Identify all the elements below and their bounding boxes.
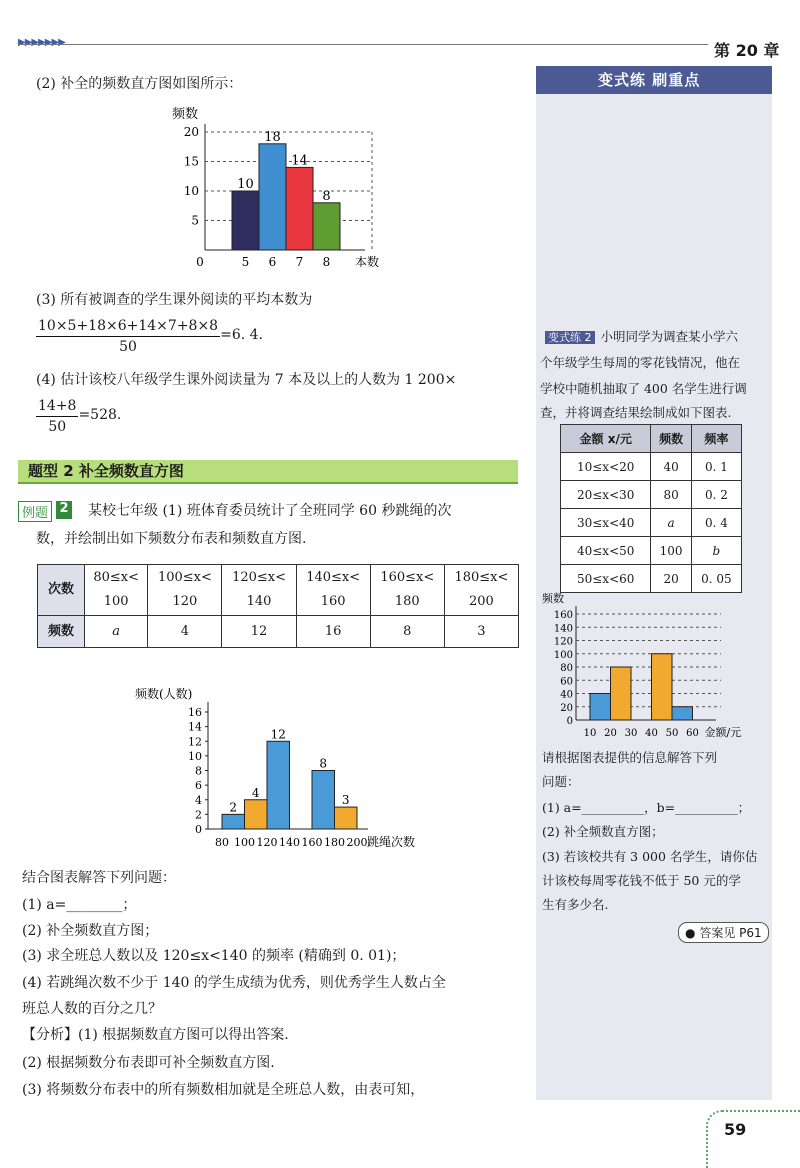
y-tick-label: 60 <box>560 676 573 688</box>
p4-numerator: 14+8 <box>36 396 78 417</box>
answer-reference <box>678 922 769 943</box>
sidebar-q-l1: 请根据图表提供的信息解答下列 <box>542 750 718 765</box>
y-tick-label: 6 <box>195 779 202 793</box>
table-row <box>561 565 742 593</box>
answer-p4-formula <box>36 396 121 437</box>
y-tick-label: 140 <box>553 623 573 635</box>
range-cell <box>85 565 148 616</box>
y-tick-label: 12 <box>188 735 202 749</box>
y-tick-label: 20 <box>560 702 573 714</box>
y-tick-label: 40 <box>560 689 573 701</box>
bar <box>590 694 611 721</box>
range-top: 120≤x< <box>232 570 287 585</box>
col-header-freq: 频数 <box>651 425 691 453</box>
range-bottom: 180 <box>394 594 420 609</box>
analysis-1: 【分析】(1) 根据频数直方图可以得出答案. <box>22 1027 289 1043</box>
bar-value-label: 3 <box>341 793 350 808</box>
pin-icon: ● <box>685 926 696 940</box>
x-tick-label: 60 <box>686 728 699 739</box>
p3-denominator: 50 <box>119 339 137 355</box>
freq-cell: 3 <box>444 616 518 648</box>
cell: 40≤x<50 <box>561 537 651 565</box>
y-tick-label: 120 <box>553 636 573 648</box>
question-intro: 结合图表解答下列问题： <box>22 870 176 886</box>
answer-text: 答案见 P61 <box>699 926 762 940</box>
p3-result: =6. 4. <box>220 327 263 343</box>
question-4a: (4) 若跳绳次数不少于 140 的学生成绩为优秀，则优秀学生人数占全 <box>22 975 446 991</box>
y-tick-label: 15 <box>183 154 199 169</box>
range-cell <box>444 565 518 616</box>
col-header-amount: 金额 x/元 <box>561 425 651 453</box>
x-axis-label: 本数 <box>355 255 380 269</box>
y-axis-label: 频数(人数) <box>135 687 193 701</box>
bar <box>267 741 290 829</box>
section-title-bar <box>18 460 518 484</box>
cell: 0. 4 <box>691 509 741 537</box>
table-row <box>38 616 519 648</box>
frequency-table <box>37 564 519 648</box>
bar-value-label: 14 <box>291 153 308 169</box>
section-title: 题型 2 补全频数直方图 <box>28 462 184 480</box>
bar <box>222 814 245 829</box>
sidebar-line1 <box>545 325 738 349</box>
chart-pocket-money <box>540 590 770 740</box>
y-tick-label: 2 <box>195 808 202 822</box>
header-rule <box>18 44 708 45</box>
bar <box>232 191 259 250</box>
range-top: 180≤x< <box>454 570 509 585</box>
range-cell <box>148 565 222 616</box>
cell: 20 <box>651 565 691 593</box>
page-number: 59 <box>724 1120 747 1139</box>
x-tick-label: 40 <box>645 728 658 739</box>
question-4b: 班总人数的百分之几？ <box>22 1001 162 1017</box>
answer-p4: (4) 估计该校八年级学生课外阅读量为 7 本及以上的人数为 1 200× <box>36 372 457 388</box>
bar-value-label: 8 <box>322 188 331 204</box>
sidebar-q3b: 计该校每周零花钱不低于 50 元的学 <box>542 873 741 888</box>
range-top: 80≤x< <box>93 570 140 585</box>
cell: a <box>651 509 691 537</box>
y-tick-label: 16 <box>188 706 202 719</box>
cell: 0. 05 <box>691 565 741 593</box>
p4-denominator: 50 <box>48 419 67 435</box>
question-3: (3) 求全班总人数以及 120≤x<140 的频率 (精确到 0. 01)； <box>22 948 406 964</box>
variant-tag: 变式练 2 <box>545 331 595 344</box>
cell: 40 <box>651 453 691 481</box>
row-label-count: 次数 <box>38 565 85 616</box>
answer-p3: (3) 所有被调查的学生课外阅读的平均本数为 <box>36 292 313 308</box>
x-tick-label: 200 <box>346 836 368 849</box>
bar <box>652 654 673 720</box>
x-tick-label: 160 <box>301 836 323 849</box>
y-tick-label: 5 <box>191 213 199 228</box>
bar-value-label: 10 <box>237 177 254 192</box>
x-tick-label: 7 <box>295 255 304 269</box>
bar <box>672 707 693 720</box>
sidebar-line2: 个年级学生每周的零花钱情况，他在 <box>540 355 741 370</box>
freq-cell: a <box>85 616 148 648</box>
sidebar-banner-title: 变式练 刷重点 <box>598 71 701 89</box>
x-tick-label: 5 <box>241 255 250 269</box>
x-tick-label: 120 <box>256 836 278 849</box>
cell: 0. 1 <box>691 453 741 481</box>
y-tick-label: 8 <box>195 764 202 778</box>
table-row <box>561 481 742 509</box>
cell: 0. 2 <box>691 481 741 509</box>
y-tick-label: 14 <box>188 720 202 734</box>
x-tick-label: 100 <box>234 836 255 849</box>
p4-result: =528. <box>78 407 122 423</box>
example-number: 2 <box>56 501 72 519</box>
y-tick-label: 160 <box>553 610 573 621</box>
bar-value-label: 4 <box>251 785 260 800</box>
question-2: (2) 补全频数直方图； <box>22 923 159 939</box>
y-tick-label: 0 <box>566 716 573 727</box>
sidebar-q-l2: 问题： <box>542 774 580 789</box>
range-bottom: 160 <box>320 594 346 609</box>
cell: 100 <box>651 537 691 565</box>
range-bottom: 140 <box>246 594 272 609</box>
chapter-label: 第 20 章 <box>714 41 780 60</box>
page-corner-decoration <box>706 1110 800 1168</box>
x-tick-label: 180 <box>324 836 345 849</box>
y-axis-label: 频数 <box>542 592 564 605</box>
freq-cell: 8 <box>370 616 444 648</box>
sidebar-q2: (2) 补全频数直方图； <box>542 824 664 839</box>
bar <box>313 203 340 250</box>
sidebar-banner <box>536 66 772 94</box>
cell: 20≤x<30 <box>561 481 651 509</box>
bar-value-label: 2 <box>229 800 238 815</box>
chart-rope-skipping <box>130 684 430 854</box>
sidebar-text-l1: 小明同学为调查某小学六 <box>600 329 739 344</box>
example-line1: 某校七年级 (1) 班体育委员统计了全班同学 60 秒跳绳的次 <box>88 503 452 519</box>
freq-cell: 12 <box>222 616 296 648</box>
bar <box>245 800 268 829</box>
y-tick-label: 0 <box>195 823 202 836</box>
bar-value-label: 12 <box>270 727 286 742</box>
cell: b <box>691 537 741 565</box>
y-tick-label: 4 <box>195 793 202 807</box>
range-cell <box>370 565 444 616</box>
table-header-row <box>561 425 742 453</box>
bar <box>286 167 313 250</box>
cell: 30≤x<40 <box>561 509 651 537</box>
freq-cell: 4 <box>148 616 222 648</box>
col-header-rate: 频率 <box>691 425 741 453</box>
y-tick-label: 20 <box>183 125 199 139</box>
x-tick-label: 10 <box>583 728 597 739</box>
sidebar-q3c: 生有多少名. <box>542 897 609 912</box>
bar-value-label: 8 <box>319 756 328 771</box>
cell: 10≤x<20 <box>561 453 651 481</box>
answer-p2: (2) 补全的频数直方图如图所示： <box>36 76 243 92</box>
range-top: 140≤x< <box>306 570 361 585</box>
y-tick-label: 80 <box>560 663 573 674</box>
cell: 50≤x<60 <box>561 565 651 593</box>
money-table <box>560 424 742 593</box>
range-top: 160≤x< <box>380 570 435 585</box>
y-tick-label: 10 <box>183 184 199 198</box>
sidebar-line4: 查，并将调查结果绘制成如下图表. <box>540 405 732 420</box>
sidebar-line3: 学校中随机抽取了 400 名学生进行调 <box>540 381 747 396</box>
bar-value-label: 18 <box>264 129 281 145</box>
bar <box>611 667 632 720</box>
range-cell <box>222 565 296 616</box>
bar <box>259 144 286 250</box>
x-axis-label: 金额/元 <box>704 726 742 739</box>
range-bottom: 200 <box>469 594 494 609</box>
freq-cell: 16 <box>296 616 370 648</box>
p3-numerator: 10×5+18×6+14×7+8×8 <box>36 316 220 337</box>
x-tick-label: 140 <box>279 836 300 849</box>
x-tick-label: 30 <box>624 728 638 739</box>
cell: 80 <box>651 481 691 509</box>
x-tick-label: 8 <box>322 255 331 269</box>
example-line2: 数，并绘制出如下频数分布表和频数直方图. <box>36 531 307 547</box>
range-cell <box>296 565 370 616</box>
analysis-2: (2) 根据频数分布表即可补全频数直方图. <box>22 1055 275 1071</box>
bar <box>312 771 335 830</box>
x-tick-label: 50 <box>665 728 679 739</box>
sidebar-q1: (1) a=__________，b=__________； <box>542 800 751 815</box>
y-axis-label: 频数 <box>172 107 199 122</box>
range-top: 100≤x< <box>157 570 212 585</box>
y-tick-label: 100 <box>553 649 573 661</box>
analysis-3: (3) 将频数分布表中的所有频数相加就是全班总人数，由表可知， <box>22 1082 425 1098</box>
x-tick-label: 80 <box>215 836 229 849</box>
table-row <box>561 509 742 537</box>
y-tick-label: 10 <box>188 749 202 763</box>
range-bottom: 100 <box>103 594 129 609</box>
table-row <box>561 453 742 481</box>
chart-reading <box>150 102 400 272</box>
bar <box>335 807 358 829</box>
table-row <box>38 565 519 616</box>
table-row <box>561 537 742 565</box>
x-tick-label: 6 <box>268 255 277 269</box>
range-bottom: 120 <box>172 594 198 609</box>
question-1: (1) a=________； <box>22 897 137 913</box>
answer-p3-formula <box>36 316 263 357</box>
origin-label: 0 <box>196 255 204 269</box>
example-tag: 例题 <box>18 501 52 522</box>
row-label-freq: 频数 <box>38 616 85 648</box>
x-axis-label: 跳绳次数 <box>367 835 416 849</box>
sidebar-q3a: (3) 若该校共有 3 000 名学生，请你估 <box>542 849 758 864</box>
header-arrows: ▶▶▶▶▶▶▶ <box>18 37 65 48</box>
x-tick-label: 20 <box>604 728 617 739</box>
